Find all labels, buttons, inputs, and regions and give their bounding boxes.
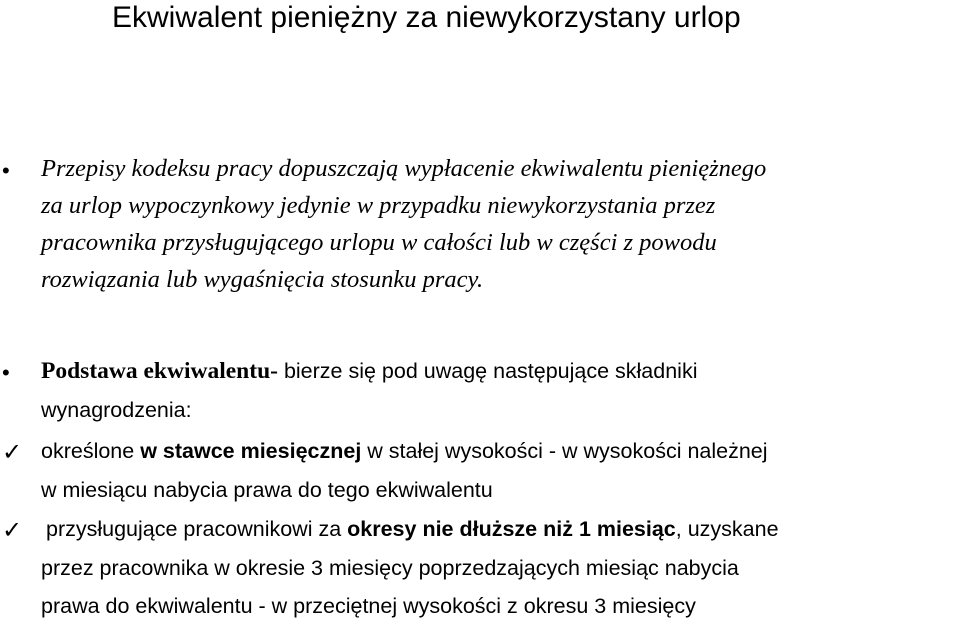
text-segment: określone [41, 439, 141, 463]
bullet-marker: • [2, 360, 10, 385]
text-line [46, 510, 959, 549]
text-line: w miesiącu nabycia prawa do tego ekwiwalentu [41, 477, 493, 502]
slide-title: Ekwiwalent pieniężny za niewykorzystany urlop [112, 1, 741, 34]
bullet-marker: • [2, 158, 10, 183]
basis-rest: bierze się pod uwagę następujące składniki [277, 359, 698, 383]
text-line: przez pracownika w okresie 3 miesięcy poprzedzających miesiąc nabycia [41, 555, 739, 580]
check-item-periods [41, 510, 959, 626]
paragraph-basis [41, 352, 956, 429]
text-segment: przysługujące pracownikowi za [46, 517, 348, 541]
text-line: pracownika przysługującego urlopu w całości lub w części z powodu [41, 229, 717, 256]
text-line [41, 352, 956, 391]
text-line: za urlop wypoczynkowy jedynie w przypadku niewykorzystania przez [41, 192, 716, 219]
text-line: rozwiązania lub wygaśnięcia stosunku pracy. [41, 266, 484, 293]
text-segment: w stałej wysokości - w wysokości należnej [361, 439, 768, 463]
emphasis-text: okresy nie dłuższe niż 1 miesiąc [347, 517, 676, 541]
checkmark-icon: ✓ [2, 438, 23, 466]
text-line [41, 432, 956, 471]
paragraph-regulation [41, 150, 956, 298]
text-line: prawa do ekwiwalentu - w przeciętnej wysokości z okresu 3 miesięcy [41, 594, 696, 618]
emphasis-text: w stawce miesięcznej [140, 439, 362, 463]
text-line: wynagrodzenia: [41, 397, 192, 422]
checkmark-icon: ✓ [2, 516, 23, 544]
text-segment: , uzyskane [675, 517, 779, 541]
basis-lead: Podstawa ekwiwalentu- [41, 358, 278, 384]
text-line: Przepisy kodeksu pracy dopuszczają wypłacenie ekwiwalentu pieniężnego [41, 155, 767, 182]
check-item-monthly-rate [41, 432, 956, 509]
